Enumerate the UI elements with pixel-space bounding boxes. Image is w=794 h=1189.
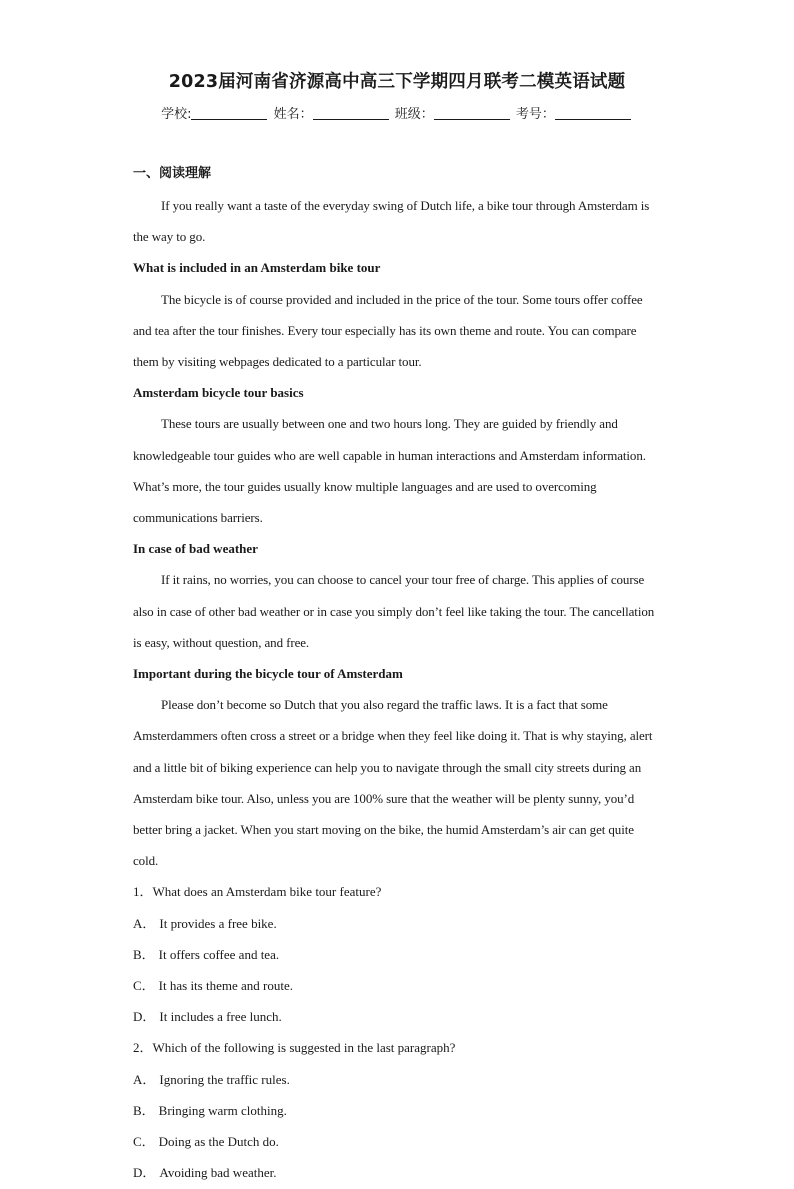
answer-option[interactable] (133, 1126, 409, 1157)
option-text: Ignoring the traffic rules. (159, 1071, 290, 1087)
option-letter: C． (133, 1134, 155, 1150)
school-label: 学校: (161, 107, 192, 122)
question-stem: 1．What does an Amsterdam bike tour feature? (133, 884, 382, 900)
reading-section (133, 164, 657, 1189)
option-letter: D． (133, 1009, 156, 1025)
number-blank[interactable] (555, 107, 631, 120)
option-letter: C． (133, 978, 155, 994)
student-info-line (0, 103, 794, 122)
option-letter: D． (133, 1165, 156, 1181)
answer-option[interactable] (133, 1095, 409, 1126)
option-letter: B． (133, 946, 155, 962)
option-text: It offers coffee and tea. (158, 946, 280, 962)
answer-option[interactable] (133, 1157, 409, 1188)
block-heading: In case of bad weather (133, 541, 258, 557)
option-text: Doing as the Dutch do. (158, 1134, 279, 1150)
answer-option[interactable] (133, 939, 409, 970)
class-label: 班级： (394, 107, 434, 122)
name-blank[interactable] (313, 107, 389, 120)
block-heading: Important during the bicycle tour of Amsterdam (133, 666, 403, 682)
page-title: 2023届河南省济源高中高三下学期四月联考二模英语试题 (168, 72, 626, 92)
question-options (133, 908, 657, 1033)
question-stem: 2．Which of the following is suggested in the last paragraph? (133, 1040, 456, 1056)
option-letter: A． (133, 1071, 156, 1087)
option-text: It includes a free lunch. (159, 1009, 282, 1025)
block-paragraph: These tours are usually between one and two hours long. They are guided by friendly and knowledgeable tour guides who are well capable in human interactions and Amsterdam information. What’s more, the tour guides usually know multiple languages and are used to overcoming communications barriers. (133, 416, 646, 526)
block-paragraph: If it rains, no worries, you can choose to cancel your tour free of charge. This applies of course also in case of other bad weather or in case you simply don’t feel like taking the tour. The cancellation is easy, without question, and free. (133, 572, 655, 650)
option-letter: B． (133, 1102, 155, 1118)
option-text: Avoiding bad weather. (159, 1165, 277, 1181)
school-blank[interactable] (191, 107, 267, 120)
answer-option[interactable] (133, 1064, 409, 1095)
answer-option[interactable] (133, 908, 409, 939)
number-label: 考号： (515, 107, 555, 122)
block-heading: What is included in an Amsterdam bike tour (133, 260, 381, 276)
section-heading: 一、阅读理解 (133, 166, 212, 181)
question-options (133, 1064, 657, 1189)
intro-paragraph: If you really want a taste of the everyday swing of Dutch life, a bike tour through Amsterdam is the way to go. (133, 198, 650, 245)
answer-option[interactable] (133, 970, 409, 1001)
class-blank[interactable] (434, 107, 510, 120)
option-text: It provides a free bike. (159, 915, 277, 931)
option-letter: A． (133, 915, 156, 931)
option-text: Bringing warm clothing. (158, 1102, 287, 1118)
block-heading: Amsterdam bicycle tour basics (133, 385, 304, 401)
block-paragraph: Please don’t become so Dutch that you also regard the traffic laws. It is a fact that some Amsterdammers often cross a street or a bridge when they feel like doing it. That is why staying, alert and a little bit of biking experience can help you to navigate through the small city streets during an Amsterdam bike tour. Also, unless you are 100% sure that the weather will be plenty sunny, you’d better bring a jacket. When you start moving on the bike, the humid Amsterdam’s air can get quite cold. (133, 697, 653, 869)
answer-option[interactable] (133, 1001, 409, 1032)
block-paragraph: The bicycle is of course provided and included in the price of the tour. Some tours offer coffee and tea after the tour finishes. Every tour especially has its own theme and route. You can compare them by visiting webpages dedicated to a particular tour. (133, 291, 643, 370)
option-text: It has its theme and route. (158, 978, 293, 994)
name-label: 姓名： (273, 107, 313, 122)
